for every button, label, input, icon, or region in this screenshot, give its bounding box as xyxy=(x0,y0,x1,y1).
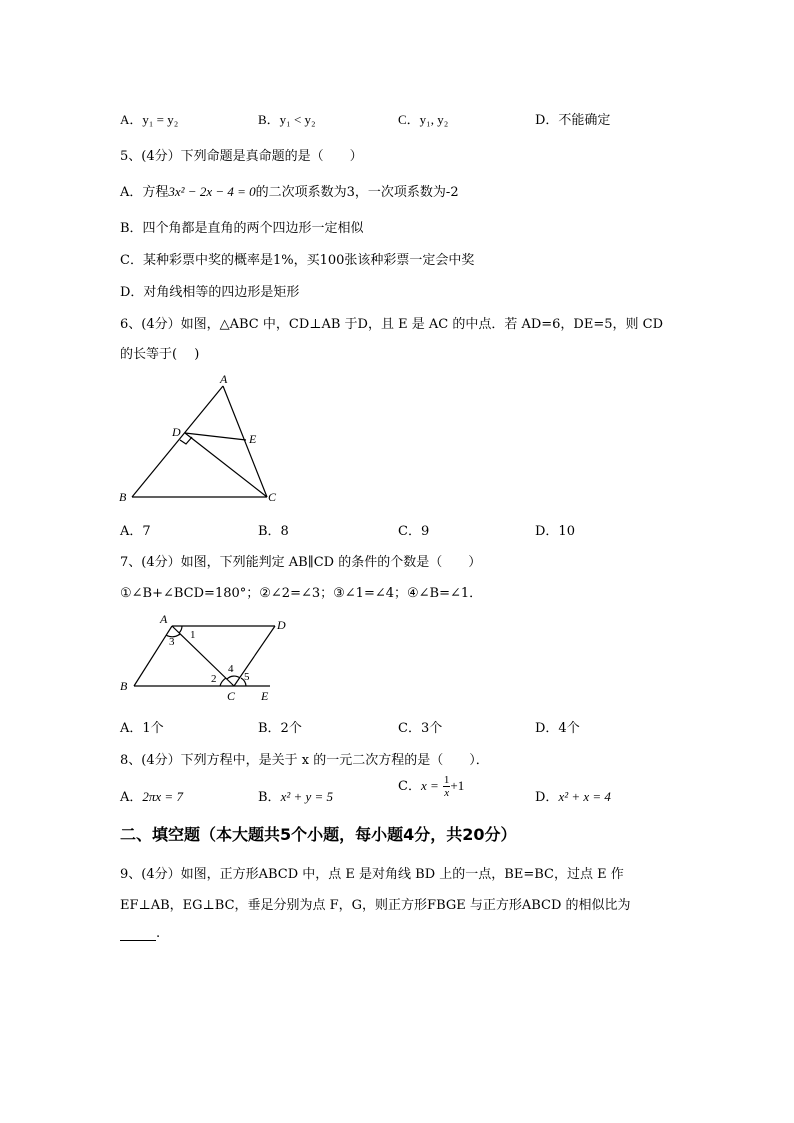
q6-triangle-figure xyxy=(110,370,310,510)
q5-option-a xyxy=(120,181,459,200)
q8-option-d xyxy=(535,786,611,805)
q9-line3 xyxy=(120,926,160,941)
q7-option-b: B．2个 xyxy=(258,721,302,736)
q7-angle-label-2: 2 xyxy=(211,673,217,685)
q7-stem: 7、(4分）如图，下列能判定 AB∥CD 的条件的个数是（ ） xyxy=(120,555,482,570)
q6-side-ab xyxy=(132,386,223,497)
q6-label-b: B xyxy=(119,490,127,504)
q8-option-c-denominator: x xyxy=(444,787,450,799)
q8-stem: 8、(4分）下列方程中，是关于 x 的一元二次方程的是（ ）． xyxy=(120,753,489,768)
q6-label-e: E xyxy=(249,432,257,446)
q4-option-d: D．不能确定 xyxy=(535,113,611,128)
q7-angle-arc-1 xyxy=(179,626,182,633)
q7-label-d: D xyxy=(277,618,286,632)
q7-option-a: A．1个 xyxy=(120,721,164,736)
q9-answer-blank[interactable] xyxy=(120,928,156,941)
q7-angle-arc-2 xyxy=(220,678,226,686)
q8-option-c-label: C． xyxy=(398,779,421,794)
section-2-title: 二、填空题（本大题共5个小题，每小题4分，共20分） xyxy=(120,825,517,844)
q9-line1: 9、(4分）如图，正方形ABCD 中，点 E 是对角线 BD 上的一点，BE=BC，过点 E 作 xyxy=(120,867,624,882)
q4-option-b: B．y₁ < y₂ xyxy=(258,112,316,127)
q7-parallelogram-figure xyxy=(110,608,300,708)
q8-option-c-rhs: +1 xyxy=(450,778,465,793)
q6-option-a: A．7 xyxy=(120,524,151,539)
q6-stem-line2: 的长等于( ) xyxy=(120,347,200,362)
q5-option-c: C．某种彩票中奖的概率是1%，买100张该种彩票一定会中奖 xyxy=(120,253,475,268)
q5-option-a-equation: 3x² − 2x − 4 = 0 xyxy=(168,184,256,199)
q7-label-b: B xyxy=(120,679,128,693)
q8-option-c-numerator: 1 xyxy=(443,774,450,786)
q6-stem-line1: 6、(4分）如图，△ABC 中，CD⊥AB 于D，且 E 是 AC 的中点．若 AD=6，DE=5，则 CD xyxy=(120,317,664,332)
q5-option-b: B．四个角都是直角的两个四边形一定相似 xyxy=(120,221,364,236)
q7-angle-arc-4 xyxy=(227,676,240,679)
q8-option-d-label: D． xyxy=(535,790,559,805)
q6-label-a: A xyxy=(220,372,228,386)
q7-angle-label-4: 4 xyxy=(228,663,234,675)
q8-option-a-equation: 2πx = 7 xyxy=(142,789,183,804)
q6-label-d: D xyxy=(172,425,181,439)
q8-option-b xyxy=(258,786,333,805)
q5-stem: 5、(4分）下列命题是真命题的是（ ） xyxy=(120,149,363,164)
q7-option-d: D．4个 xyxy=(535,721,580,736)
q7-label-e: E xyxy=(261,689,269,703)
q8-option-a xyxy=(120,786,183,805)
q6-option-b: B．8 xyxy=(258,524,289,539)
q6-segment-de xyxy=(185,433,246,440)
q7-conditions: ①∠B+∠BCD=180°；②∠2=∠3；③∠1=∠4；④∠B=∠1． xyxy=(120,586,483,601)
q5-option-a-label: A．方程 xyxy=(120,185,169,200)
q7-side-cd xyxy=(234,626,275,686)
q7-label-a: A xyxy=(160,612,168,626)
q8-option-a-label: A． xyxy=(120,790,143,805)
q8-option-c-lhs: x = xyxy=(420,778,439,793)
q7-angle-label-3: 3 xyxy=(169,636,175,648)
q6-label-c: C xyxy=(268,490,277,504)
q4-option-c: C．y₁, y₂ xyxy=(398,112,449,127)
q7-option-c: C．3个 xyxy=(398,721,443,736)
q9-period: . xyxy=(156,926,161,941)
q7-label-c: C xyxy=(227,689,236,703)
q6-option-d: D．10 xyxy=(535,524,575,539)
q8-option-c xyxy=(398,774,464,799)
q6-right-angle-mark xyxy=(180,437,192,444)
q4-option-a: A．y₁ = y₂ xyxy=(120,112,179,127)
q8-option-b-label: B． xyxy=(258,790,281,805)
q8-option-d-equation: x² + x = 4 xyxy=(558,789,611,804)
q5-option-d: D．对角线相等的四边形是矩形 xyxy=(120,285,300,300)
q6-option-c: C．9 xyxy=(398,524,430,539)
q9-line2: EF⊥AB，EG⊥BC，垂足分别为点 F，G，则正方形FBGE 与正方形ABCD 的相似比为 xyxy=(120,898,631,913)
q8-option-b-equation: x² + y = 5 xyxy=(280,789,334,804)
q5-option-a-text: 的二次项系数为3，一次项系数为-2 xyxy=(255,185,459,200)
q7-angle-label-5: 5 xyxy=(244,671,250,683)
q7-segment-ac xyxy=(172,626,234,686)
q7-angle-label-1: 1 xyxy=(190,629,196,641)
